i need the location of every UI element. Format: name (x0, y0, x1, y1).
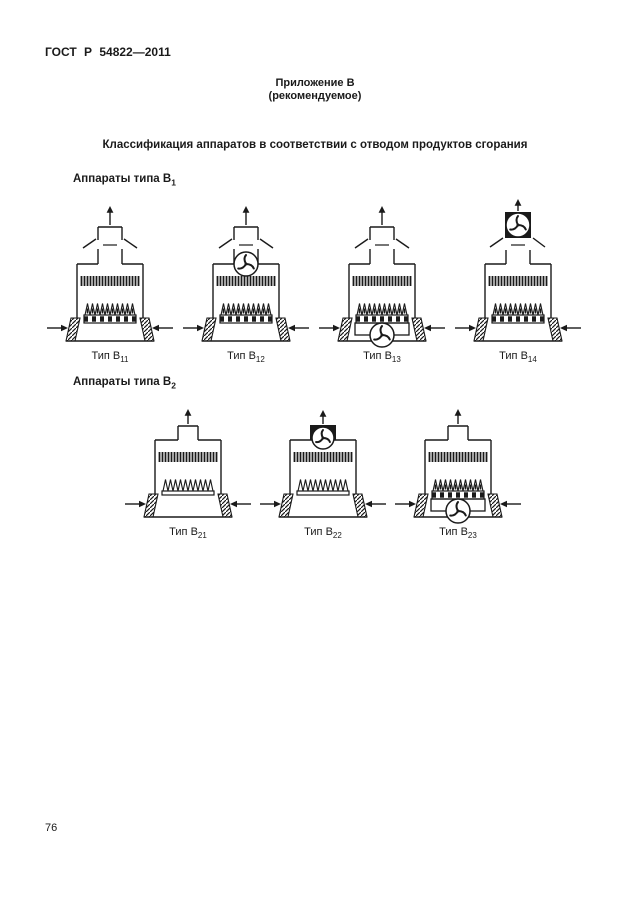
flue-gas-up-arrow (379, 206, 386, 225)
page-title: Классификация аппаратов в соответствии с отводом продуктов сгорания (102, 139, 528, 151)
section-heading (73, 173, 176, 187)
flue-gas-up-arrow (185, 409, 192, 424)
air-intake-arrow-right (500, 501, 521, 507)
air-intake-arrow-right (424, 325, 445, 331)
burner-flames (163, 480, 213, 492)
draft-hood (490, 238, 545, 264)
air-intake-arrow-left (319, 325, 340, 331)
air-inlet-hatch-right (140, 318, 154, 341)
diagram-caption (122, 526, 254, 540)
appliance-schematic-b22 (257, 372, 389, 532)
appendix-subtitle: (рекомендуемое) (268, 90, 362, 102)
burner (356, 315, 408, 323)
appliance-diagram-b12 (180, 196, 312, 364)
section-heading-text: Аппараты типа В (73, 173, 172, 185)
flue-gas-up-arrow (107, 206, 114, 225)
air-inlet-hatch-right (412, 318, 426, 341)
diagram-caption-text: Тип В (304, 526, 333, 538)
diagram-caption-subscript: 21 (197, 531, 207, 541)
diagram-caption (180, 350, 312, 364)
draft-hood (355, 227, 409, 264)
air-intake-arrow-left (455, 325, 476, 331)
burner-flames (85, 304, 135, 316)
diagram-caption-subscript: 14 (527, 355, 537, 365)
appliance-schematic-b13 (316, 196, 448, 356)
burner (432, 491, 484, 499)
diagram-caption-text: Тип В (499, 350, 528, 362)
page-number: 76 (45, 822, 58, 834)
section-heading-text: Аппараты типа В (73, 376, 172, 388)
heat-exchanger (430, 452, 487, 462)
fan-impeller-icon (234, 252, 258, 276)
air-inlet-hatch-right (353, 494, 367, 517)
burner (84, 315, 136, 323)
air-intake-arrow-right (560, 325, 581, 331)
diagram-caption-text: Тип В (91, 350, 121, 362)
heat-exchanger (218, 276, 275, 286)
appliance-diagram-b11 (44, 196, 176, 364)
diagram-caption-text: Тип В (363, 350, 392, 362)
burner-flames (493, 304, 543, 316)
burner-flames (298, 480, 348, 492)
appliance-schematic-b14 (452, 196, 584, 356)
air-inlet-hatch-left (338, 318, 352, 341)
diagram-caption (44, 350, 176, 364)
burner (492, 315, 544, 323)
section-heading-subscript: 2 (171, 380, 176, 391)
appliance-diagram-b14 (452, 196, 584, 364)
diagram-caption-text: Тип В (439, 526, 468, 538)
appliance-diagram-row (122, 372, 524, 540)
burner-flames (221, 304, 271, 316)
flue-gas-up-arrow (515, 199, 522, 211)
flue-gas-up-arrow (455, 409, 462, 424)
flue-stub (448, 426, 468, 440)
fan-impeller-icon (370, 323, 394, 347)
section-heading-subscript: 1 (171, 177, 176, 188)
appliance-schematic-b21 (122, 372, 254, 532)
appliance-diagram-b21 (122, 372, 254, 540)
appliance-body (144, 440, 232, 517)
flue-gas-up-arrow (320, 410, 327, 424)
heat-exchanger (354, 276, 411, 286)
appliance-body (279, 440, 367, 517)
diagram-caption (452, 350, 584, 364)
burner (162, 491, 214, 495)
heat-exchanger (82, 276, 139, 286)
burner (220, 315, 272, 323)
appliance-diagram-b23 (392, 372, 524, 540)
heat-exchanger (160, 452, 217, 462)
air-intake-arrow-left (183, 325, 204, 331)
air-intake-arrow-right (365, 501, 386, 507)
burner-flames (433, 480, 483, 492)
diagram-caption-subscript: 22 (332, 531, 342, 541)
air-inlet-hatch-left (474, 318, 488, 341)
diagram-caption (316, 350, 448, 364)
air-inlet-hatch-left (414, 494, 428, 517)
appliance-schematic-b23 (392, 372, 524, 532)
diagram-caption-text: Тип В (227, 350, 256, 362)
diagram-caption (257, 526, 389, 540)
air-inlet-hatch-left (66, 318, 80, 341)
appliance-diagram-row (44, 196, 584, 364)
draft-hood (83, 227, 137, 264)
fan-box (310, 425, 336, 449)
standard-reference: ГОСТ Р 54822—2011 (45, 45, 171, 59)
appendix-title: Приложение В (275, 77, 355, 89)
air-intake-arrow-left (47, 325, 68, 331)
fan-impeller-icon (446, 499, 470, 523)
air-inlet-hatch-left (202, 318, 216, 341)
diagram-caption-subscript: 13 (391, 355, 401, 365)
air-inlet-hatch-right (218, 494, 232, 517)
burner-flames (357, 304, 407, 316)
fan-impeller-icon (312, 427, 334, 449)
diagram-caption-subscript: 23 (467, 531, 477, 541)
diagram-caption-text: Тип В (169, 526, 198, 538)
flue-gas-up-arrow (243, 206, 250, 225)
flue-stub (178, 426, 198, 440)
air-inlet-hatch-left (279, 494, 293, 517)
diagram-caption (392, 526, 524, 540)
air-inlet-hatch-right (548, 318, 562, 341)
fan-box (505, 212, 531, 238)
air-intake-arrow-left (125, 501, 146, 507)
air-intake-arrow-right (152, 325, 173, 331)
appliance-diagram-b13 (316, 196, 448, 364)
air-intake-arrow-left (395, 501, 416, 507)
air-intake-arrow-right (288, 325, 309, 331)
air-intake-arrow-right (230, 501, 251, 507)
diagram-caption-subscript: 12 (255, 355, 265, 365)
heat-exchanger (295, 452, 352, 462)
air-inlet-hatch-right (276, 318, 290, 341)
appliance-schematic-b12 (180, 196, 312, 356)
air-inlet-hatch-right (488, 494, 502, 517)
heat-exchanger (490, 276, 547, 286)
diagram-caption-subscript: 11 (120, 355, 129, 365)
appliance-body (66, 264, 154, 341)
burner (297, 491, 349, 495)
appliance-body (474, 264, 562, 341)
air-inlet-hatch-left (144, 494, 158, 517)
fan-impeller-icon (506, 213, 530, 237)
appliance-diagram-b22 (257, 372, 389, 540)
appliance-schematic-b11 (44, 196, 176, 356)
air-intake-arrow-left (260, 501, 281, 507)
